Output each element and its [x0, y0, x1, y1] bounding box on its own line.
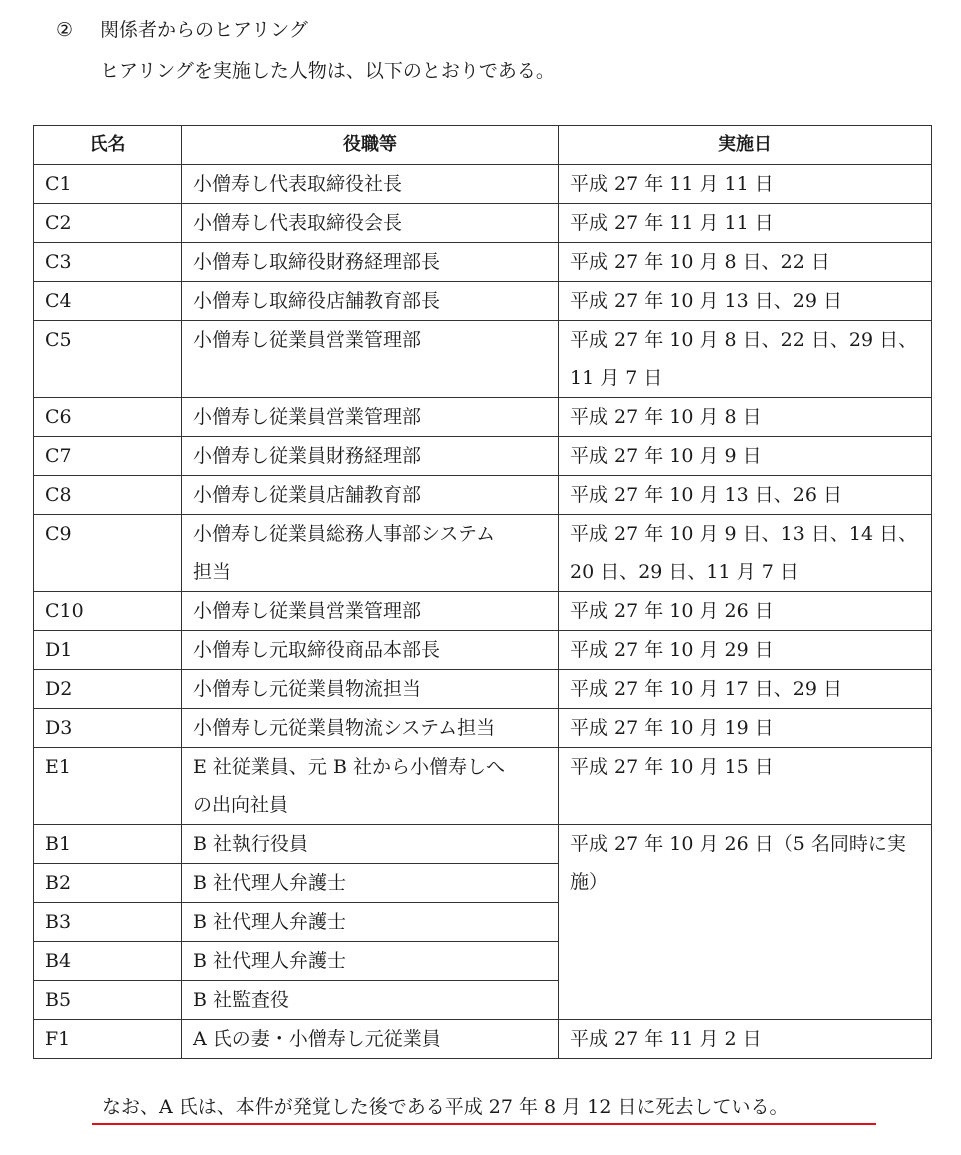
section-number: ② — [56, 19, 74, 41]
cell-date: 平成 27 年 10 月 8 日 — [559, 398, 932, 437]
cell-date: 平成 27 年 10 月 8 日、22 日、29 日、 11 月 7 日 — [559, 321, 932, 398]
table-row — [34, 204, 932, 243]
cell-date: 平成 27 年 11 月 11 日 — [559, 165, 932, 204]
table-row — [34, 282, 932, 321]
note-text: なお、A 氏は、本件が発覚した後である平成 27 年 8 月 12 日に死去している。 — [102, 1096, 789, 1118]
cell-name: C9 — [34, 515, 182, 592]
cell-name: C5 — [34, 321, 182, 398]
cell-role: 小僧寿し代表取締役会長 — [182, 204, 559, 243]
table-row — [34, 825, 932, 864]
cell-name: C2 — [34, 204, 182, 243]
cell-name: C8 — [34, 476, 182, 515]
cell-name: F1 — [34, 1020, 182, 1059]
table-row — [34, 1020, 932, 1059]
cell-role: 小僧寿し元取締役商品本部長 — [182, 631, 559, 670]
cell-date: 平成 27 年 10 月 29 日 — [559, 631, 932, 670]
cell-name: E1 — [34, 748, 182, 825]
cell-name: C4 — [34, 282, 182, 321]
section-title: 関係者からのヒアリング — [100, 19, 308, 41]
cell-role: 小僧寿し従業員財務経理部 — [182, 437, 559, 476]
table-row — [34, 709, 932, 748]
table-row — [34, 476, 932, 515]
table-row — [34, 321, 932, 398]
cell-role: 小僧寿し従業員営業管理部 — [182, 592, 559, 631]
cell-name: C1 — [34, 165, 182, 204]
cell-date: 平成 27 年 10 月 13 日、26 日 — [559, 476, 932, 515]
cell-role: 小僧寿し元従業員物流システム担当 — [182, 709, 559, 748]
red-underline — [92, 1123, 876, 1125]
table-row — [34, 748, 932, 825]
table-row — [34, 592, 932, 631]
cell-name: B1 — [34, 825, 182, 864]
header-date: 実施日 — [559, 126, 932, 165]
table-row — [34, 398, 932, 437]
cell-date: 平成 27 年 10 月 19 日 — [559, 709, 932, 748]
cell-name: B4 — [34, 942, 182, 981]
cell-name: C10 — [34, 592, 182, 631]
cell-role: 小僧寿し従業員営業管理部 — [182, 321, 559, 398]
cell-date: 平成 27 年 11 月 2 日 — [559, 1020, 932, 1059]
cell-role: B 社執行役員 — [182, 825, 559, 864]
cell-date: 平成 27 年 10 月 26 日 — [559, 592, 932, 631]
cell-date: 平成 27 年 10 月 9 日、13 日、14 日、 20 日、29 日、11 月 7 日 — [559, 515, 932, 592]
cell-name: C7 — [34, 437, 182, 476]
cell-name: C6 — [34, 398, 182, 437]
cell-role: 小僧寿し従業員店舗教育部 — [182, 476, 559, 515]
cell-name: C3 — [34, 243, 182, 282]
header-role: 役職等 — [182, 126, 559, 165]
cell-name: D3 — [34, 709, 182, 748]
table-row — [34, 243, 932, 282]
cell-role: 小僧寿し従業員総務人事部システム 担当 — [182, 515, 559, 592]
table-row — [34, 515, 932, 592]
header-name: 氏名 — [34, 126, 182, 165]
section-heading — [56, 16, 308, 44]
cell-date: 平成 27 年 10 月 9 日 — [559, 437, 932, 476]
cell-role: E 社従業員、元 B 社から小僧寿しへ の出向社員 — [182, 748, 559, 825]
cell-name: B5 — [34, 981, 182, 1020]
table-header-row — [34, 126, 932, 165]
cell-role: 小僧寿し取締役財務経理部長 — [182, 243, 559, 282]
section-intro: ヒアリングを実施した人物は、以下のとおりである。 — [100, 60, 555, 82]
table-row — [34, 165, 932, 204]
cell-name: D2 — [34, 670, 182, 709]
cell-date: 平成 27 年 10 月 17 日、29 日 — [559, 670, 932, 709]
cell-date: 平成 27 年 10 月 13 日、29 日 — [559, 282, 932, 321]
cell-role: B 社代理人弁護士 — [182, 942, 559, 981]
cell-role: B 社代理人弁護士 — [182, 864, 559, 903]
cell-date: 平成 27 年 11 月 11 日 — [559, 204, 932, 243]
table-row — [34, 631, 932, 670]
cell-role: 小僧寿し取締役店舗教育部長 — [182, 282, 559, 321]
cell-date: 平成 27 年 10 月 8 日、22 日 — [559, 243, 932, 282]
cell-role: 小僧寿し従業員営業管理部 — [182, 398, 559, 437]
cell-role: 小僧寿し元従業員物流担当 — [182, 670, 559, 709]
cell-date: 平成 27 年 10 月 15 日 — [559, 748, 932, 825]
cell-date-b-group: 平成 27 年 10 月 26 日（5 名同時に実 施） — [559, 825, 932, 1020]
table-row — [34, 437, 932, 476]
cell-name: B2 — [34, 864, 182, 903]
cell-role: B 社代理人弁護士 — [182, 903, 559, 942]
table-row — [34, 670, 932, 709]
cell-role: 小僧寿し代表取締役社長 — [182, 165, 559, 204]
cell-name: D1 — [34, 631, 182, 670]
cell-role: B 社監査役 — [182, 981, 559, 1020]
cell-role: A 氏の妻・小僧寿し元従業員 — [182, 1020, 559, 1059]
hearing-table — [33, 125, 932, 1059]
cell-name: B3 — [34, 903, 182, 942]
